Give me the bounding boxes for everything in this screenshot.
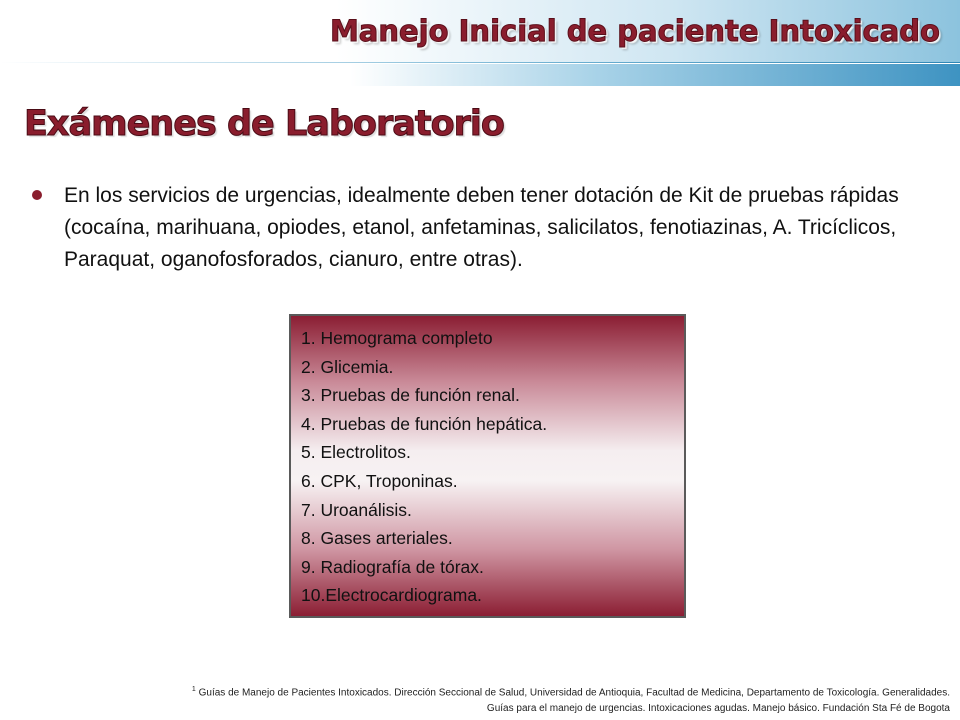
footnote-line-2: Guías para el manejo de urgencias. Intoxicaciones agudas. Manejo básico. Fundación Sta Fé de Bogota [486, 703, 950, 715]
section-title: Exámenes de Laboratorio [24, 104, 504, 144]
lab-tests-list [291, 316, 684, 610]
bullet-text: En los servicios de urgencias, idealmente deben tener dotación de Kit de pruebas rápidas (cocaína, marihuana, opiodes, etanol, anfetaminas, salicilatos, fenotiazinas, A. Tricíclicos, Paraquat, oganofosforados, cianuro, entre otras). [64, 184, 899, 271]
list-item: 9. Radiografía de tórax. [301, 556, 484, 577]
accent-strip [350, 64, 960, 86]
bullet-dot-icon [32, 190, 42, 200]
list-item: 4. Pruebas de función hepática. [301, 413, 548, 434]
list-item: 2. Glicemia. [301, 356, 394, 377]
list-item: 10.Electrocardiograma. [301, 585, 482, 606]
list-item: 1. Hemograma completo [301, 328, 493, 348]
footnote-marker: 1 [191, 686, 196, 693]
lab-tests-box [289, 314, 686, 618]
footnote [10, 682, 950, 717]
list-item: 5. Electrolitos. [301, 442, 411, 463]
list-item: 7. Uroanálisis. [301, 499, 412, 520]
list-item: 6. CPK, Troponinas. [301, 470, 458, 491]
list-item: 3. Pruebas de función renal. [301, 385, 520, 406]
list-item: 8. Gases arteriales. [301, 528, 453, 549]
bullet-item [32, 180, 912, 276]
footnote-text-1: Guías de Manejo de Pacientes Intoxicados. Dirección Seccional de Salud, Universidad de Antioquia, Facultad de Medicina, Departamento de Toxicología. Generalidades. [198, 687, 950, 699]
footnote-line-1 [10, 682, 950, 701]
slide-header-title: Manejo Inicial de paciente Intoxicado [329, 14, 940, 48]
header-divider [0, 62, 960, 63]
